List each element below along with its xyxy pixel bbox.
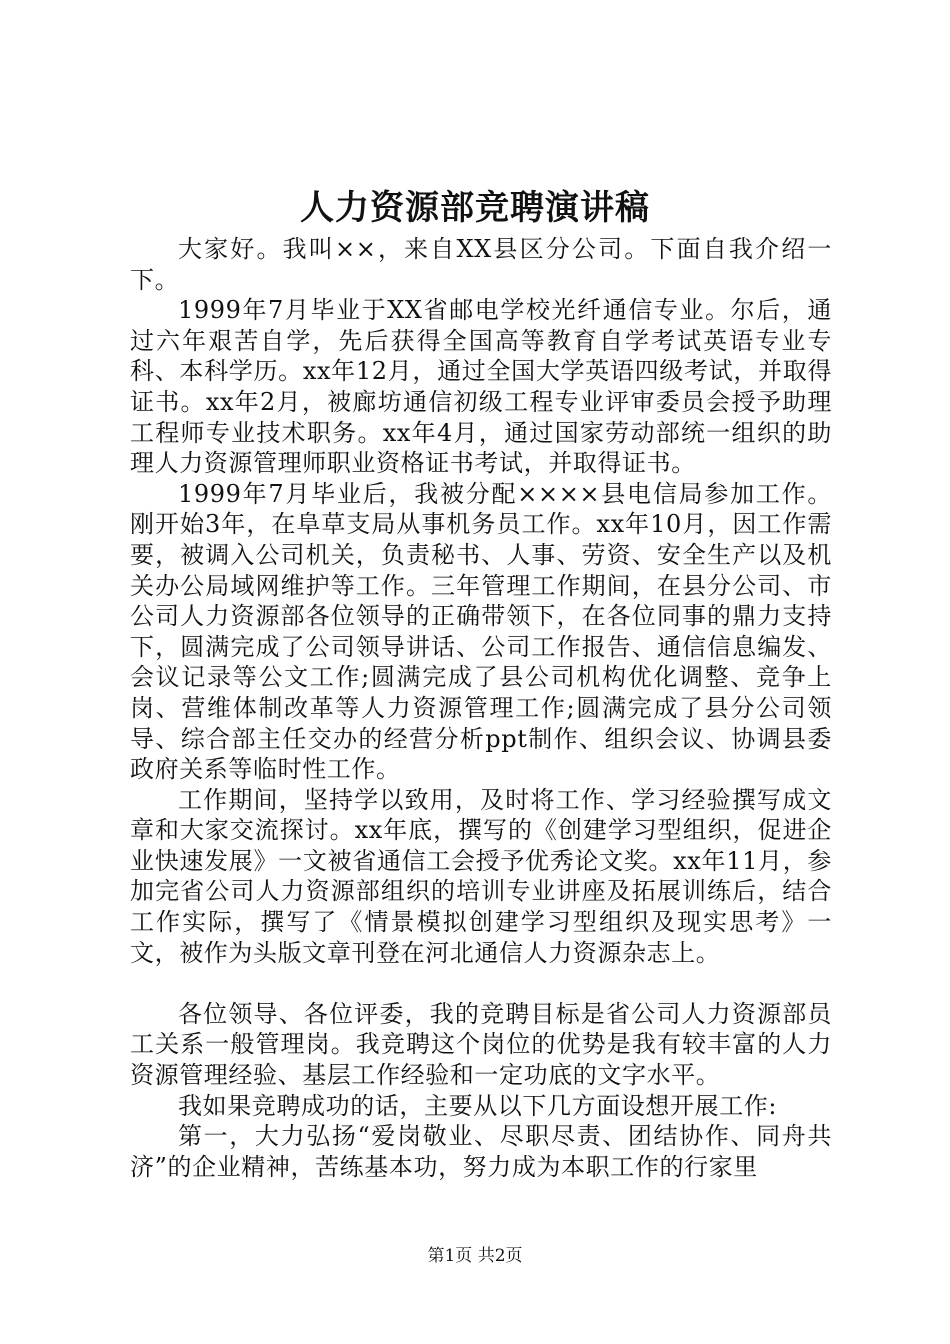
document-body: [130, 234, 832, 1182]
paragraph-plan-first: 第一，大力弘扬“爱岗敬业、尽职尽责、团结协作、同舟共济”的企业精神，苦练基本功，努力成为本职工作的行家里: [130, 1122, 832, 1181]
paragraph-spacer: [130, 968, 832, 999]
paragraph-work-history: 1999年7月毕业后，我被分配××××县电信局参加工作。刚开始3年，在阜草支局从事机务员工作。xx年10月，因工作需要，被调入公司机关，负责秘书、人事、劳资、安全生产以及机关办公局域网维护等工作。三年管理工作期间，在县分公司、市公司人力资源部各位领导的正确带领下，在各位同事的鼎力支持下，圆满完成了公司领导讲话、公司工作报告、通信信息编发、会议记录等公文工作;圆满完成了县公司机构优化调整、竞争上岗、营维体制改革等人力资源管理工作;圆满完成了县分公司领导、综合部主任交办的经营分析ppt制作、组织会议、协调县委政府关系等临时性工作。: [130, 479, 832, 784]
paragraph-education: 1999年7月毕业于XX省邮电学校光纤通信专业。尔后，通过六年艰苦自学，先后获得全国高等教育自学考试英语专业专科、本科学历。xx年12月，通过全国大学英语四级考试，并取得证书。xx年2月，被廊坊通信初级工程专业评审委员会授予助理工程师专业技术职务。xx年4月，通过国家劳动部统一组织的助理人力资源管理师职业资格证书考试，并取得证书。: [130, 296, 832, 478]
paragraph-greeting: 大家好。我叫××，来自XX县区分公司。下面自我介绍一下。: [130, 235, 832, 294]
page-footer: 第1页 共2页: [427, 1246, 523, 1266]
paragraph-plan-intro: 我如果竞聘成功的话，主要从以下几方面设想开展工作:: [178, 1091, 778, 1120]
page-title: 人力资源部竞聘演讲稿: [300, 188, 650, 228]
paragraph-target-position: 各位领导、各位评委，我的竞聘目标是省公司人力资源部员工关系一般管理岗。我竞聘这个岗位的优势是我有较丰富的人力资源管理经验、基层工作经验和一定功底的文字水平。: [130, 999, 832, 1090]
paragraph-writing-achievements: 工作期间，坚持学以致用，及时将工作、学习经验撰写成文章和大家交流探讨。xx年底，撰写的《创建学习型组织，促进企业快速发展》一文被省通信工会授予优秀论文奖。xx年11月，参加完省公司人力资源部组织的培训专业讲座及拓展训练后，结合工作实际，撰写了《情景模拟创建学习型组织及现实思考》一文，被作为头版文章刊登在河北通信人力资源杂志上。: [130, 785, 832, 967]
